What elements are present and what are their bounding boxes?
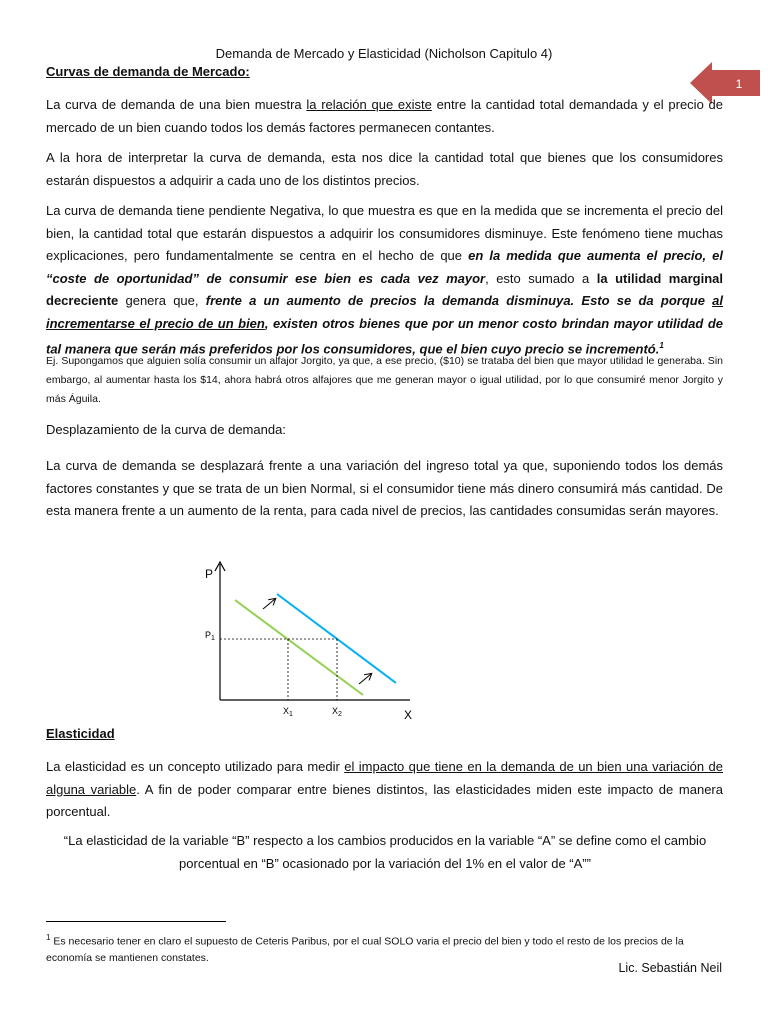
footnote-separator — [46, 921, 226, 922]
bold-italic-text: en la medida que aumenta el precio, el “coste de oportunidad” de consumir ese bien es cada vez mayor — [46, 248, 723, 286]
q2-label — [332, 706, 342, 718]
shift-arrow-upper — [263, 599, 275, 609]
bold-italic-text: , existen otros bienes que por un menor costo brindan mayor utilidad de tal manera que serán más preferidos por los consumidores, que el bien cuyo precio se incrementó. — [46, 315, 723, 357]
q2-main: X — [332, 706, 339, 716]
paragraph-example: Ej. Supongamos que alguien solía consumir un alfajor Jorgito, ya que, a ese precio, ($10) se trataba del bien que mayor utilidad le generaba. Sin embargo, al aumentar hasta los $14, ahora habrá otros alfajores que me generan mayor o igual utilidad, por lo que consumiré menor Jorgito y más Águila. — [46, 355, 723, 405]
text-span: La curva de demanda de una bien muestra — [46, 97, 307, 112]
q2-sub: 2 — [338, 711, 342, 718]
x-axis-label: X — [404, 708, 413, 722]
q1-main: X — [283, 706, 290, 716]
text-span: entre la cantidad total demandada y el precio de mercado de un bien cuando todos los demás factores permanecen contantes. — [46, 97, 723, 135]
text-span: La elasticidad es un concepto utilizado para medir — [46, 759, 345, 774]
q1-label — [283, 706, 293, 718]
bold-italic-underlined-text: al incrementarse el precio de un bien — [46, 293, 723, 331]
bold-italic-text: frente a un aumento de precios la demanda disminuya. Esto se da porque — [205, 293, 713, 308]
footnote-mark: 1 — [46, 933, 51, 942]
footnote-text: Es necesario tener en claro el supuesto de Ceteris Paribus, por el cual SOLO varia el precio del bien y todo el resto de los precios de la economía se mantienen constates. — [46, 935, 684, 964]
shift-arrow-lower — [359, 674, 371, 684]
section-heading-demand-curves: Curvas de demanda de Mercado: — [46, 64, 250, 79]
original-demand-curve — [235, 600, 363, 695]
demand-shift-diagram — [195, 558, 435, 728]
text-span: La curva de demanda tiene pendiente Negativa, lo que muestra es que en la medida que se incrementa el precio del bien, la cantidad total que estarán dispuestos a adquirir los consumidores disminuye. Este fenómeno tiene muchas explicaciones, pero fundamentalmente se centra en el hecho de que — [46, 203, 723, 263]
shifted-demand-curve — [277, 594, 396, 683]
paragraph-interpretation: A la hora de interpretar la curva de demanda, esta nos dice la cantidad total que bienes que los consumidores estarán dispuestos a adquirir a cada uno de los distintos precios. — [46, 150, 723, 188]
section-heading-shift: Desplazamiento de la curva de demanda: — [46, 422, 286, 437]
price-label: P — [205, 630, 212, 640]
footnote-ref: 1 — [659, 341, 664, 350]
text-span: , esto sumado a — [485, 270, 597, 286]
y-axis-label: P — [205, 567, 214, 581]
underlined-text: el impacto que tiene en la demanda de un bien una variación de alguna variable — [46, 759, 723, 797]
quote-line-1: “La elasticidad de la variable “B” respecto a los cambios producidos en la variable “A” se define como el cambio — [63, 833, 707, 848]
paragraph-negative-slope — [46, 200, 723, 361]
quote-line-2: porcentual en “B” ocasionado por la variación del 1% en el valor de “A”” — [179, 855, 591, 871]
paragraph-demand-definition — [46, 94, 723, 139]
paragraph-elasticity — [46, 756, 723, 824]
price-sub: 1 — [211, 635, 215, 642]
page-number: 1 — [735, 77, 743, 91]
paragraph-shift: La curva de demanda se desplazará frente a una variación del ingreso total ya que, suponiendo todos los demás factores constantes y que se trata de un bien Normal, si el consumidor tiene más dinero consumirá más cantidad. De esta manera frente a un aumento de la renta, para cada nivel de precios, las cantidades consumidas serán mayores. — [46, 458, 723, 518]
elasticity-definition-quote — [60, 830, 710, 875]
underlined-text: la relación que existe — [306, 97, 432, 112]
price-level-label — [205, 630, 215, 642]
text-span: . A fin de poder comparar entre bienes distintos, las elasticidades miden este impacto de manera porcentual. — [46, 781, 723, 819]
q1-sub: 1 — [289, 711, 293, 718]
text-span: genera que, — [118, 293, 206, 308]
section-heading-elasticity: Elasticidad — [46, 726, 115, 741]
author-signature: Lic. Sebastián Neil — [618, 961, 722, 975]
page-header: Demanda de Mercado y Elasticidad (Nicholson Capitulo 4) — [215, 46, 553, 61]
bold-text: la utilidad marginal decreciente — [46, 270, 723, 308]
